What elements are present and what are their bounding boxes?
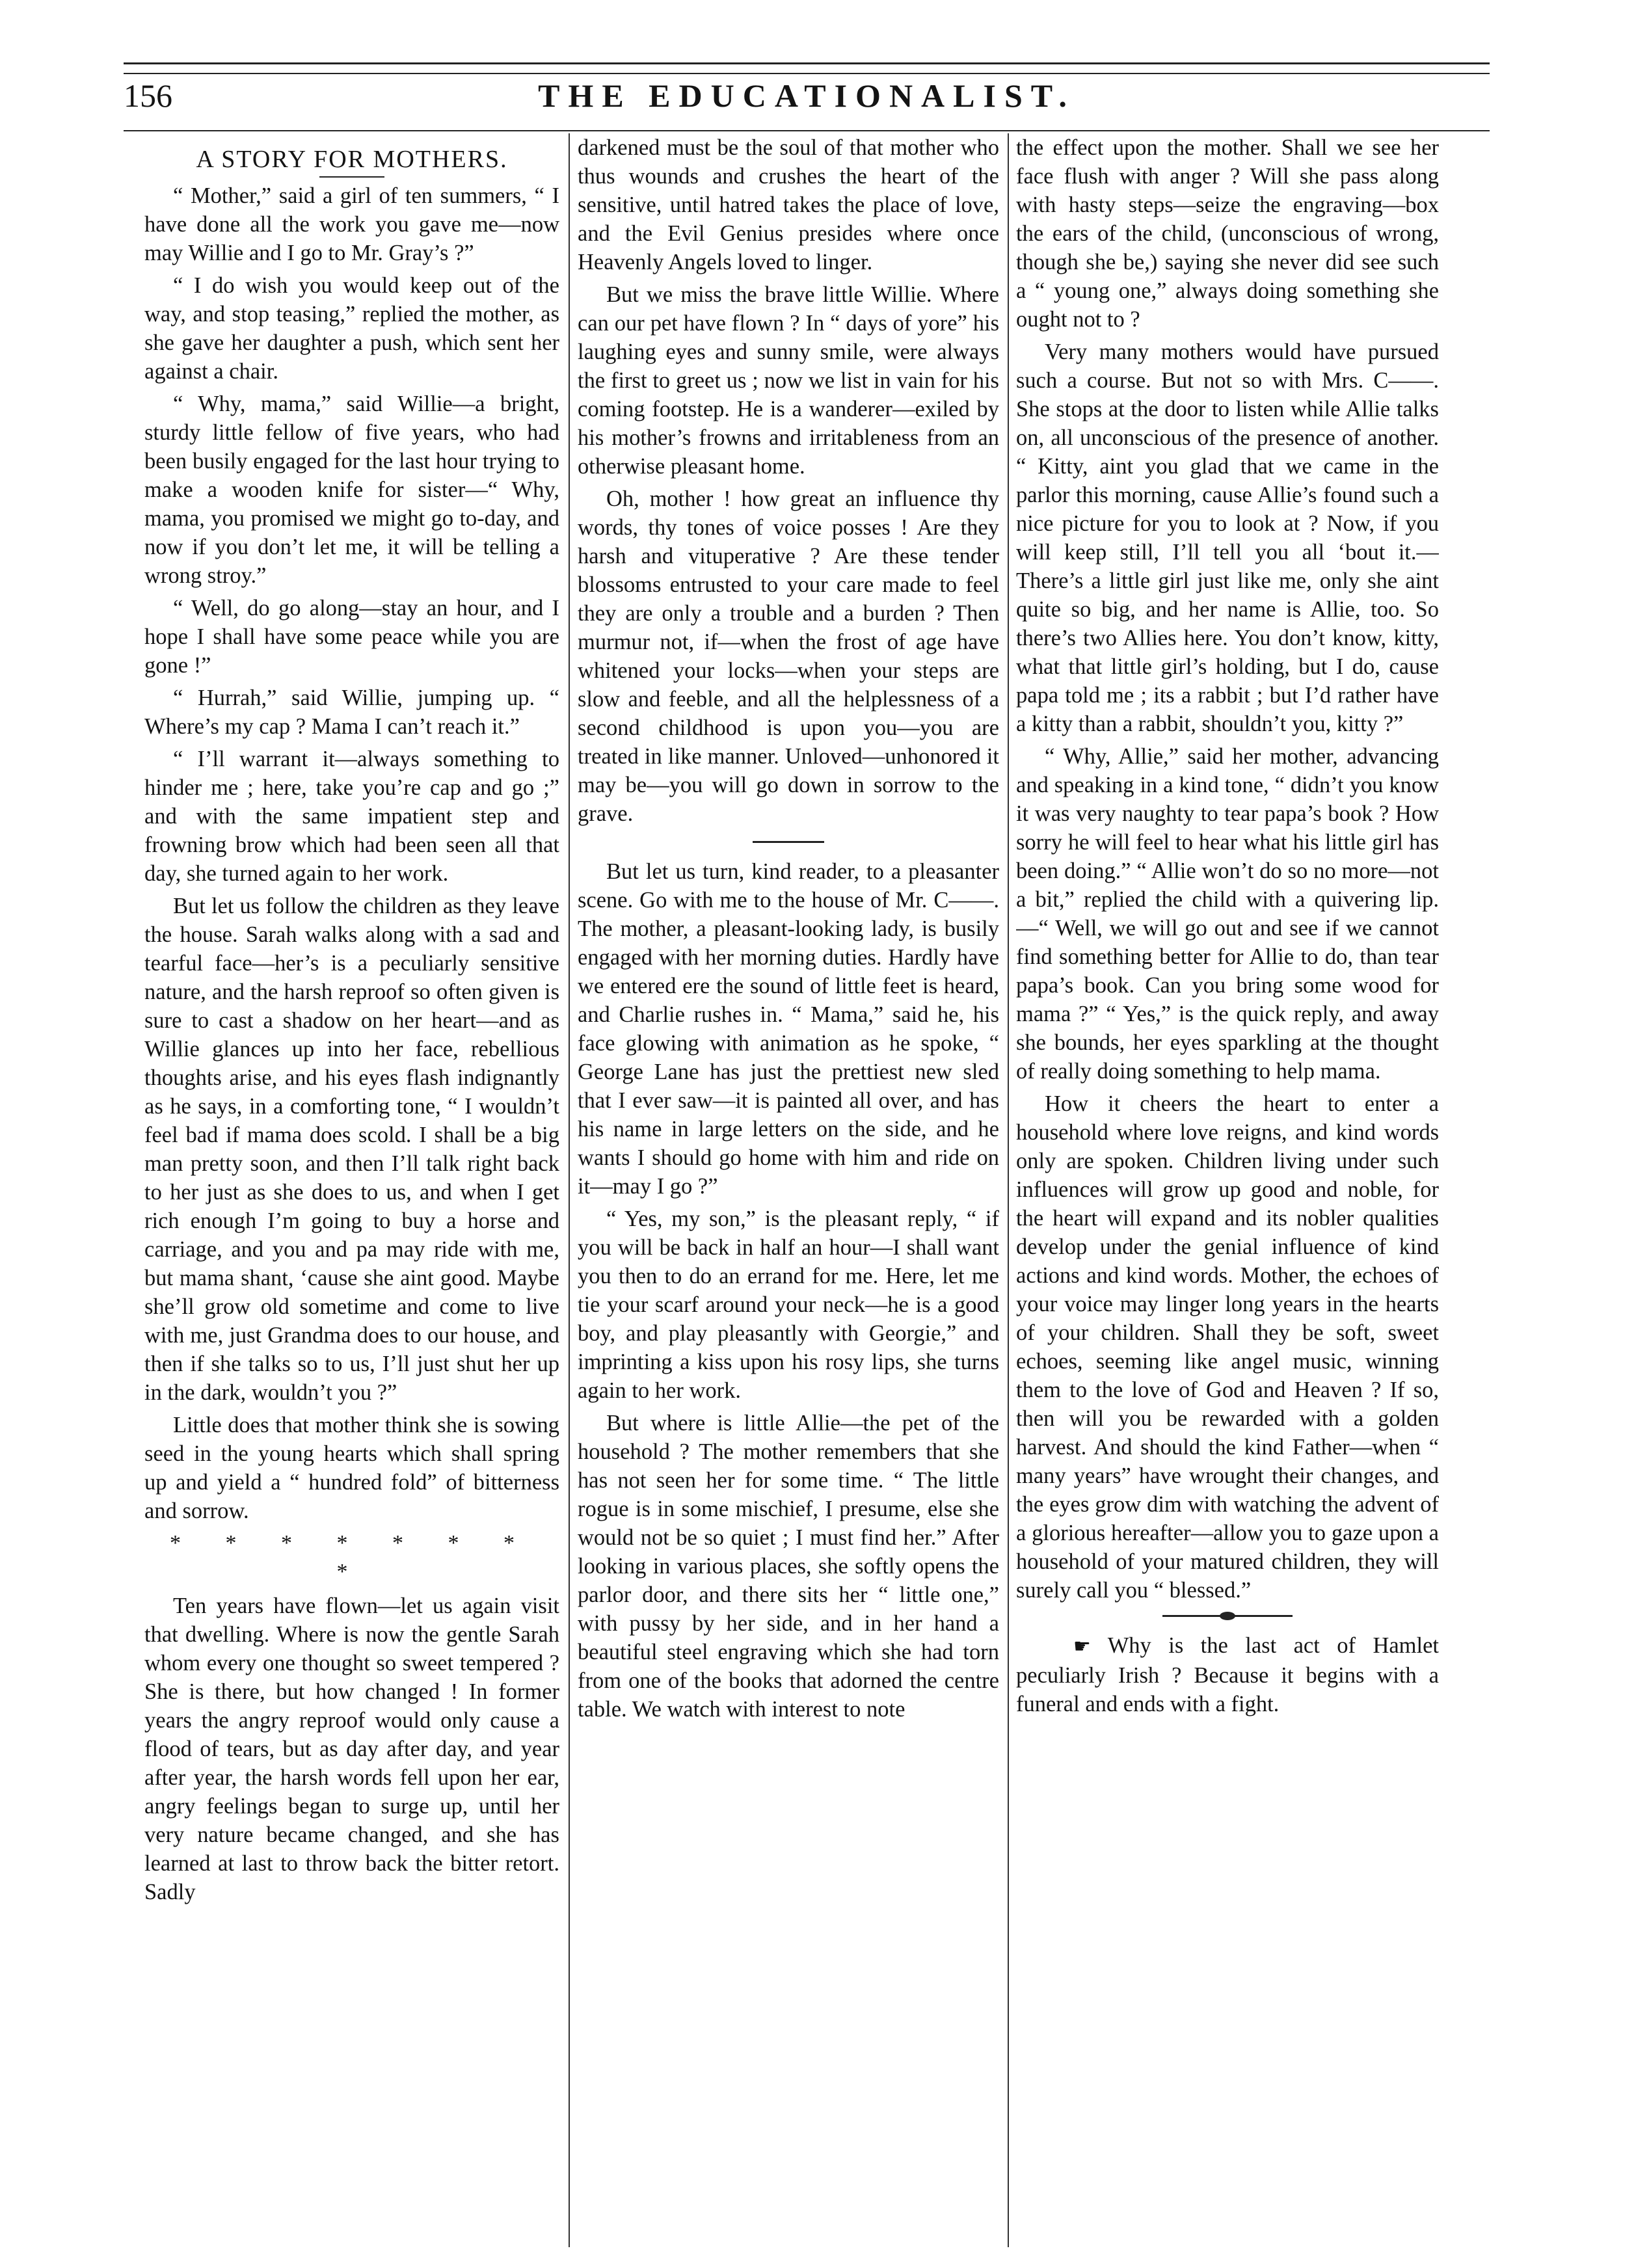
paragraph: “ Yes, my son,” is the pleasant reply, “ if you will be back in half an hour—I shall want you then to do an errand for me. Here, let me tie your scarf around your neck—he is a good boy, and play pleasantly with Georgie,” and imprinting a kiss upon his rosy lips, she turns again to her work.	[578, 1207, 999, 1403]
masthead-title: THE EDUCATIONALIST.	[538, 77, 1075, 114]
paragraph: “ I do wish you would keep out of the way, and stop teasing,” replied the mother, as she gave her daughter a push, which sent her against a chair.	[144, 273, 559, 384]
paragraph: “ Mother,” said a girl of ten summers, “ I have done all the work you gave me—now may Willie and I go to Mr. Gray’s ?”	[144, 183, 559, 265]
paragraph: “ I’ll warrant it—always something to hinder me ; here, take you’re cap and go ;” and with the same impatient step and frowning brow which had been seen all that day, she turned again to her work.	[144, 747, 559, 886]
joke-paragraph	[1016, 1631, 1439, 1718]
ornamental-rule	[1162, 1615, 1293, 1617]
paragraph: “ Why, Allie,” said her mother, advancing and speaking in a kind tone, “ didn’t you know it was very naughty to tear papa’s book ? How sorry he will feel to hear what his little girl has been doing.” “ Allie won’t do so no more—not a bit,” replied the child with a quivering lip.—“ Well, we will go out and see if we cannot find something better for Allie to do, than tear papa’s book. Can you bring some wood for mama ?” “ Yes,” is the quick reply, and away she bounds, her eyes sparkling at the thought of really doing something to help mama.	[1016, 744, 1439, 1084]
paragraph-continued: darkened must be the soul of that mother who thus wounds and crushes the heart of the sensitive, until hatred takes the place of love, and the Evil Genius presides where once Heavenly Angels loved to linger.	[578, 135, 999, 274]
paragraph: Very many mothers would have pursued such a course. But not so with Mrs. C——. She stops at the door to listen while Allie talks on, all unconscious of the presence of another. “ Kitty, aint you glad that we came in the parlor this morning, cause Allie’s found such a nice picture for you to look at ? Now, if you will keep still, I’ll tell you all ‘bout it.—There’s a little girl just like me, only she aint quite so big, and her name is Allie, too. So there’s two Allies here. You don’t know, kitty, what that little girl’s holding, but I do, cause papa told me ; its a rabbit ; but I’d rather have a kitty than a rabbit, shouldn’t you, kitty ?”	[1016, 340, 1439, 736]
joke-text: Why is the last act of Hamlet peculiarly Irish ? Because it begins with a funeral and ends with a fight.	[1016, 1633, 1439, 1716]
paragraph: But let us turn, kind reader, to a pleasanter scene. Go with me to the house of Mr. C——. The mother, a pleasant-looking lady, is busily engaged with her morning duties. Hardly have we entered ere the sound of little feet is heard, and Charlie rushes in. “ Mama,” said he, his face glowing with animation as he spoke, “ George Lane has just the prettiest new sled that I ever saw—it is painted all over, and has his name in large letters on the side, and he wants I should go home with him and ride on it—may I go ?”	[578, 859, 999, 1199]
header-rule	[124, 130, 1490, 131]
section-stars: * * * * * * * *	[170, 1531, 534, 1584]
section-rule	[753, 841, 824, 843]
pointing-hand-icon: ☛	[1073, 1636, 1091, 1657]
paragraph: “ Why, mama,” said Willie—a bright, sturdy little fellow of five years, who had been busily engaged for the last hour trying to make a wooden knife for sister—“ Why, mama, you promised we might go to-day, and now if you don’t let me, it will be telling a wrong stroy.”	[144, 392, 559, 588]
paragraph-continued: the effect upon the mother. Shall we see her face flush with anger ? Will she pass along with hasty steps—seize the engraving—box the ears of the child, (unconscious of wrong, though she be,) saying she never did see such a “ young one,” always doing something she ought not to ?	[1016, 135, 1439, 332]
page-number: 156	[124, 77, 172, 114]
title-rule	[319, 176, 384, 178]
paragraph: Ten years have flown—let us again visit that dwelling. Where is now the gentle Sarah whom every one thought so sweet tempered ? She is there, but how changed ! In former years the angry reproof would only cause a flood of tears, but as day after day, and year after year, the harsh words fell upon her ear, angry feelings began to surge up, until her very nature became changed, and she has learned at last to throw back the bitter retort. Sadly	[144, 1594, 559, 1904]
paragraph: “ Hurrah,” said Willie, jumping up. “ Where’s my cap ? Mama I can’t reach it.”	[144, 686, 559, 739]
top-rule	[124, 62, 1490, 64]
column-2	[578, 133, 999, 2247]
article-title: A STORY FOR MOTHERS.	[196, 146, 508, 173]
paragraph: Oh, mother ! how great an influence thy words, thy tones of voice posses ! Are they harsh and vituperative ? Are these tender blossoms entrusted to your care made to feel they are only a trouble and a burden ? Then murmur not, if—when the frost of age have whitened your locks—when your steps are slow and feeble, and all the helplessness of a second childhood is upon you—you are treated in like manner. Unloved—unhonored it may be—you will go down in sorrow to the grave.	[578, 487, 999, 826]
column-1	[144, 133, 559, 2247]
paragraph: How it cheers the heart to enter a household where love reigns, and kind words only are spoken. Children living under such influences will grow up good and noble, for the heart will expand and its nobler qualities develop under the genial influence of kind actions and kind words. Mother, the echoes of your voice may linger long years in the hearts of your children. Shall they be soft, sweet echoes, seeming like angel music, winning them to the love of God and Heaven ? If so, then will you be rewarded with a golden harvest. And should the kind Father—when “ many years” have wrought their changes, and the eyes grow dim with watching the advent of a glorious hereafter—allow you to gaze upon a household of your matured children, they will surely call you “ blessed.”	[1016, 1091, 1439, 1603]
column-3	[1016, 133, 1439, 2247]
column-divider	[569, 133, 570, 2247]
paragraph: But let us follow the children as they leave the house. Sarah walks along with a sad and tearful face—her’s is a peculiarly sensitive nature, and the harsh reproof so often given is sure to cast a shadow on her heart—and as Willie glances up into her face, rebellious thoughts arise, and his eyes flash indignantly as he says, in a comforting tone, “ I wouldn’t feel bad if mama does scold. I shall be a big man pretty soon, and then I’ll talk right back to her just as she does to us, and when I get rich enough I’m going to buy a horse and carriage, and you and pa may ride with me, but mama shant, ‘cause she aint good. Maybe she’ll grow old sometime and come to live with me, just Grandma does to our house, and then if she talks so to us, I’ll just shut her up in the dark, wouldn’t you ?”	[144, 894, 559, 1405]
paragraph: But we miss the brave little Willie. Where can our pet have flown ? In “ days of yore” his laughing eyes and sunny smile, were always the first to greet us ; now we list in vain for his coming footstep. He is a wanderer—exiled by his mother’s frowns and irritableness from an otherwise pleasant home.	[578, 282, 999, 479]
paragraph: Little does that mother think she is sowing seed in the young hearts which shall spring up and yield a “ hundred fold” of bitterness and sorrow.	[144, 1413, 559, 1523]
paragraph: But where is little Allie—the pet of the household ? The mother remembers that she has not seen her for some time. “ The little rogue is in some mischief, I presume, else she would not be so quiet ; I must find her.” After looking in various places, she softly opens the parlor door, and there sits her “ little one,” with pussy by her side, and in her hand a beautiful steel engraving which she had torn from one of the books that adorned the centre table. We watch with interest to note	[578, 1411, 999, 1722]
column-divider	[1008, 133, 1009, 2247]
paragraph: “ Well, do go along—stay an hour, and I hope I shall have some peace while you are gone !”	[144, 596, 559, 678]
top-rule-thin	[124, 73, 1490, 74]
